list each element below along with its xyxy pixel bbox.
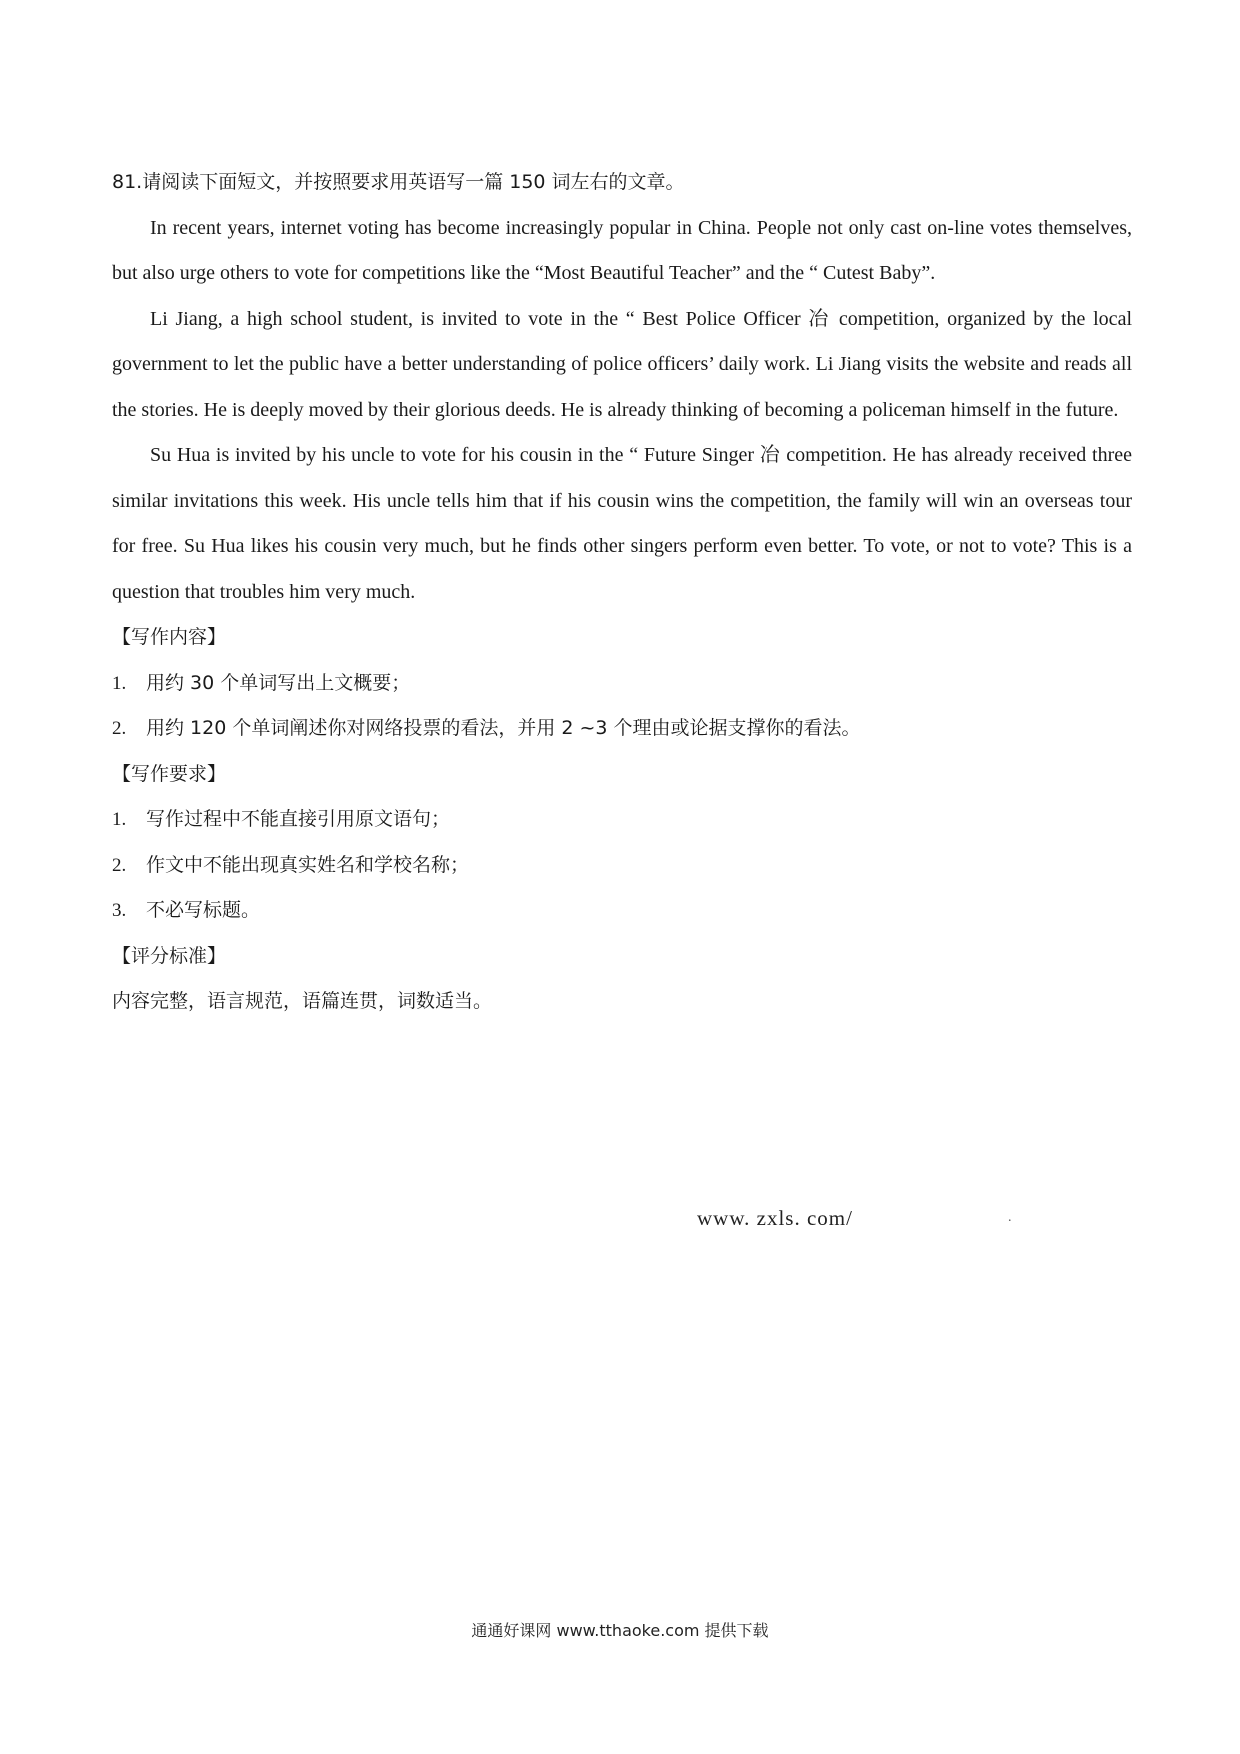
watermark-dot: . [1008, 1210, 1012, 1225]
list-number: 2. [112, 718, 127, 739]
scoring-text: 内容完整，语言规范，语篇连贯，词数适当。 [112, 990, 493, 1012]
writing-requirement-item-2 [112, 843, 1132, 889]
writing-content-item-2 [112, 706, 1132, 752]
passage-paragraph-2: Li Jiang, a high school student, is invited to vote in the “ Best Police Officer 冶 competition, organized by the local government to let the public have a better understanding of police officers’ daily work. Li Jiang visits the website and reads all the stories. He is deeply moved by their glorious deeds. He is already thinking of becoming a policeman himself in the future. [112, 307, 1132, 421]
list-text: 写作过程中不能直接引用原文语句； [146, 808, 451, 830]
list-number: 3. [112, 900, 127, 921]
writing-requirement-item-3 [112, 888, 1132, 934]
passage-paragraph-3: Su Hua is invited by his uncle to vote for his cousin in the “ Future Singer 冶 competition. He has already received three similar invitations this week. His uncle tells him that if his cousin wins the competition, the family will win an overseas tour for free. Su Hua likes his cousin very much, but he finds other singers perform even better. To vote, or not to vote? This is a question that troubles him very much. [112, 444, 1132, 603]
list-number: 1. [112, 672, 127, 694]
writing-content-item-1 [112, 661, 1132, 707]
question-body [112, 160, 1132, 1025]
writing-requirement-item-1 [112, 797, 1132, 843]
list-text: 作文中不能出现真实姓名和学校名称； [146, 853, 470, 876]
list-text: 用约 120 个单词阐述你对网络投票的看法，并用 2 ~3 个理由或论据支撑你的看法。 [146, 717, 861, 739]
list-number: 1. [112, 809, 127, 830]
watermark-url: www. zxls. com/ [697, 1206, 853, 1230]
list-number: 2. [112, 854, 127, 876]
writing-content-heading: 【写作内容】 [112, 626, 227, 648]
page-footer: 通通好课网 www.tthaoke.com 提供下载 [471, 1621, 769, 1640]
passage-paragraph-1: In recent years, internet voting has become increasingly popular in China. People not only cast on-line votes themselves, but also urge others to vote for competitions like the “Most Beautiful Teacher” and the “ Cutest Baby”. [112, 216, 1132, 284]
list-text: 用约 30 个单词写出上文概要； [146, 671, 411, 694]
question-title: 81.请阅读下面短文，并按照要求用英语写一篇 150 词左右的文章。 [112, 171, 685, 193]
writing-requirements-heading: 【写作要求】 [112, 762, 227, 785]
list-text: 不必写标题。 [146, 899, 261, 921]
scoring-heading: 【评分标准】 [112, 944, 227, 967]
